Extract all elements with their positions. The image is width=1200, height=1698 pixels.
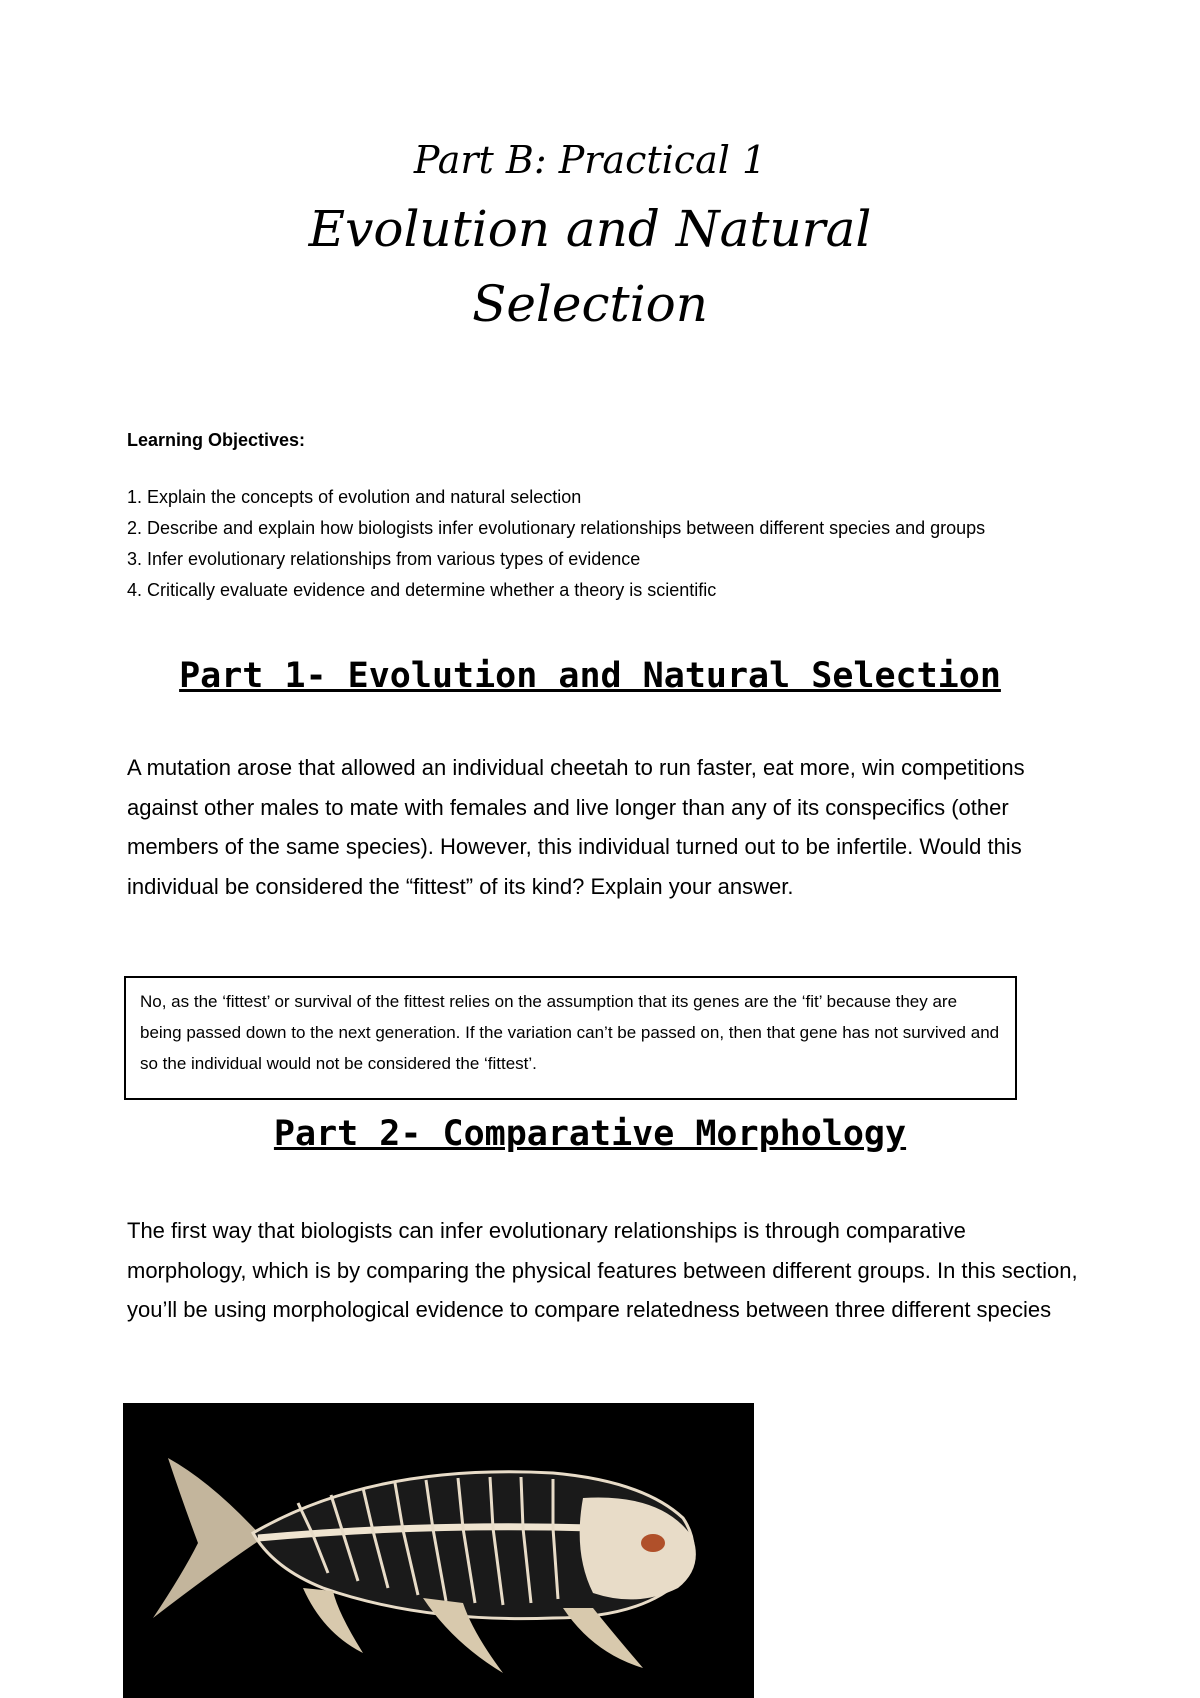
answer-box[interactable]: No, as the ‘fittest’ or survival of the fittest relies on the assumption that its genes are the ‘fit’ because they are being passed down to the next generation. If the variation can’t be passed on, then that gene has not survived and so the individual would not be considered the ‘fittest’. — [124, 976, 1017, 1100]
learning-objectives-heading: Learning Objectives: — [127, 430, 306, 450]
objective-item: 1. Explain the concepts of evolution and natural selection — [127, 487, 582, 507]
part2-intro: The first way that biologists can infer evolutionary relationships is through comparative morphology, which is by comparing the physical features between different groups. In this section, you’ll be using morphological evidence to compare relatedness between three different species — [127, 1218, 1078, 1322]
objective-item: 3. Infer evolutionary relationships from various types of evidence — [127, 549, 641, 569]
fish-skeleton-photo — [123, 1403, 754, 1698]
objective-item: 2. Describe and explain how biologists infer evolutionary relationships between different species and groups — [127, 518, 986, 538]
learning-objectives-list — [127, 482, 1087, 606]
fish-skeleton-illustration — [123, 1403, 754, 1698]
part2-heading: Part 2- Comparative Morphology — [273, 1114, 907, 1154]
practical-subtitle: Part B: Practical 1 — [413, 138, 767, 182]
document-title-line1: Evolution and Natural — [308, 200, 872, 258]
document-title-line2: Selection — [472, 275, 708, 333]
part1-question: A mutation arose that allowed an individual cheetah to run faster, eat more, win competitions against other males to mate with females and live longer than any of its conspecifics (other members of the same species). However, this individual turned out to be infertile. Would this individual be considered the “fittest” of its kind? Explain your answer. — [127, 755, 1025, 899]
objective-item: 4. Critically evaluate evidence and determine whether a theory is scientific — [127, 580, 717, 600]
part1-heading: Part 1- Evolution and Natural Selection — [179, 656, 1001, 696]
